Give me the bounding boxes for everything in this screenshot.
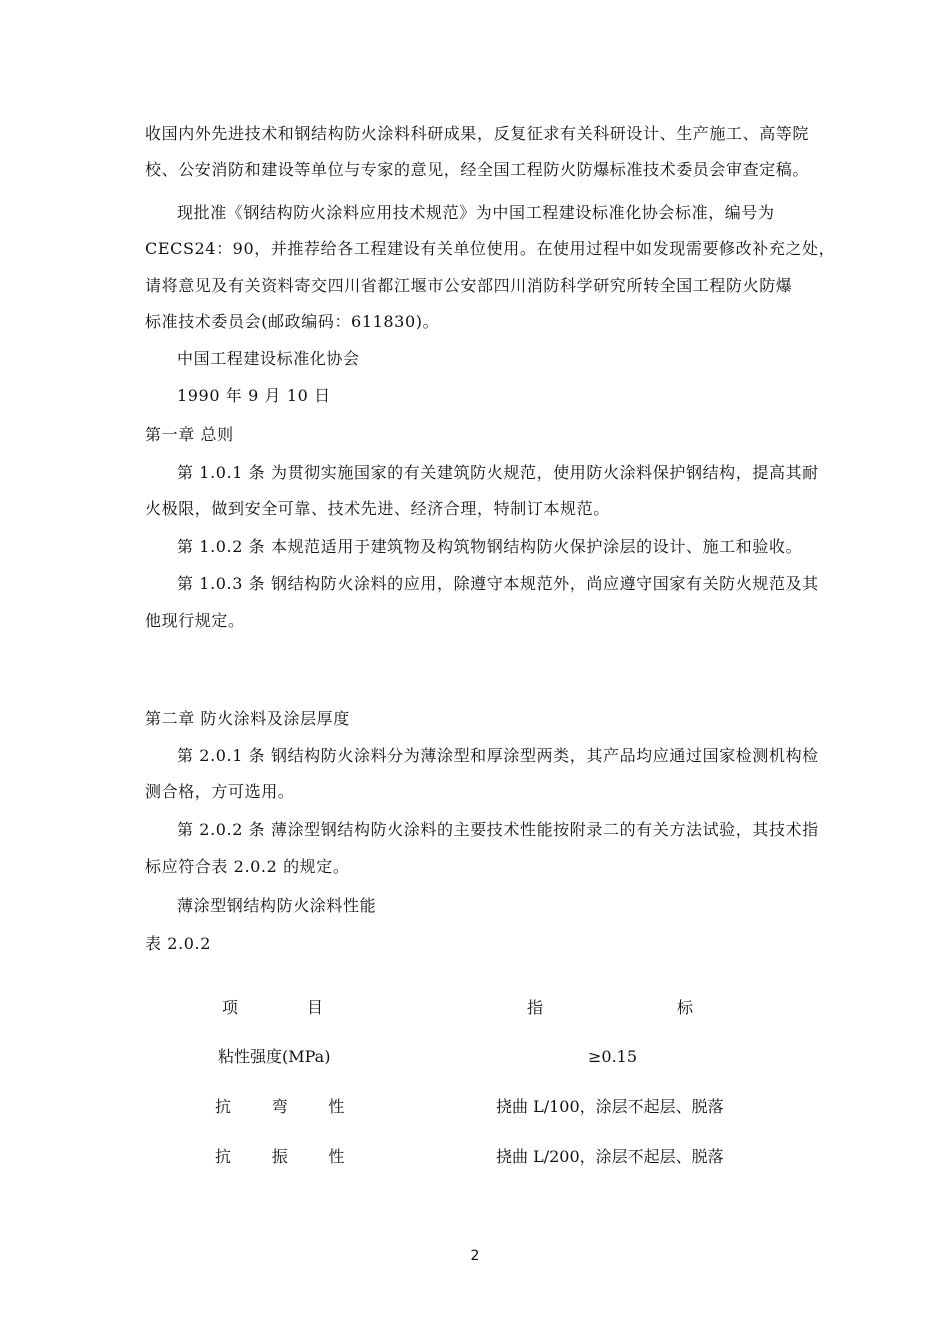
table-title: 薄涂型钢结构防火涂料性能 xyxy=(177,896,377,915)
header-index-char: 标 xyxy=(677,998,694,1017)
signature-date: 1990 年 9 月 10 日 xyxy=(177,386,331,405)
paragraph-line: 第 1.0.1 条 为贯彻实施国家的有关建筑防火规范，使用防火涂料保护钢结构，提高其耐 xyxy=(177,463,819,482)
table-cell-value: 挠曲 L/200，涂层不起层、脱落 xyxy=(496,1147,724,1166)
table-cell-item: 粘性强度(MPa) xyxy=(218,1047,331,1066)
header-item-char: 项 xyxy=(222,998,239,1017)
table-number: 表 2.0.2 xyxy=(145,934,211,953)
signature-org: 中国工程建设标准化协会 xyxy=(177,349,360,368)
page-number: 2 xyxy=(470,1248,480,1264)
paragraph-line: 请将意见及有关资料寄交四川省都江堰市公安部四川消防科学研究所转全国工程防火防爆 xyxy=(145,276,793,295)
paragraph-line: CECS24：90，并推荐给各工程建设有关单位使用。在使用过程中如发现需要修改补充之处， xyxy=(145,239,836,258)
table-cell-item: 抗 弯 性 xyxy=(215,1097,345,1116)
table-cell-item: 抗 振 性 xyxy=(215,1147,345,1166)
chapter-heading: 第一章 总则 xyxy=(145,425,234,444)
paragraph-line: 现批准《钢结构防火涂料应用技术规范》为中国工程建设标准化协会标准，编号为 xyxy=(177,203,775,222)
paragraph-line: 校、公安消防和建设等单位与专家的意见，经全国工程防火防爆标准技术委员会审查定稿。 xyxy=(145,160,810,179)
header-index-char: 指 xyxy=(527,998,544,1017)
table-cell-value: ≥0.15 xyxy=(588,1047,638,1066)
paragraph-line: 测合格，方可选用。 xyxy=(145,782,295,801)
header-item-char: 目 xyxy=(307,998,324,1017)
chapter-heading: 第二章 防火涂料及涂层厚度 xyxy=(145,709,350,728)
paragraph-line: 他现行规定。 xyxy=(145,611,245,630)
paragraph-line: 标准技术委员会(邮政编码：611830)。 xyxy=(145,312,440,331)
table-cell-value: 挠曲 L/100，涂层不起层、脱落 xyxy=(496,1097,724,1116)
paragraph-line: 第 1.0.3 条 钢结构防火涂料的应用，除遵守本规范外，尚应遵守国家有关防火规范及其 xyxy=(177,574,819,593)
paragraph-line: 标应符合表 2.0.2 的规定。 xyxy=(145,857,350,876)
paragraph-line: 火极限，做到安全可靠、技术先进、经济合理，特制订本规范。 xyxy=(145,499,610,518)
paragraph-line: 第 2.0.2 条 薄涂型钢结构防火涂料的主要技术性能按附录二的有关方法试验，其技术指 xyxy=(177,820,819,839)
paragraph-line: 第 1.0.2 条 本规范适用于建筑物及构筑物钢结构防火保护涂层的设计、施工和验收。 xyxy=(177,537,803,556)
paragraph-line: 第 2.0.1 条 钢结构防火涂料分为薄涂型和厚涂型两类，其产品均应通过国家检测机构检 xyxy=(177,746,819,765)
paragraph-line: 收国内外先进技术和钢结构防火涂料科研成果，反复征求有关科研设计、生产施工、高等院 xyxy=(145,124,810,143)
